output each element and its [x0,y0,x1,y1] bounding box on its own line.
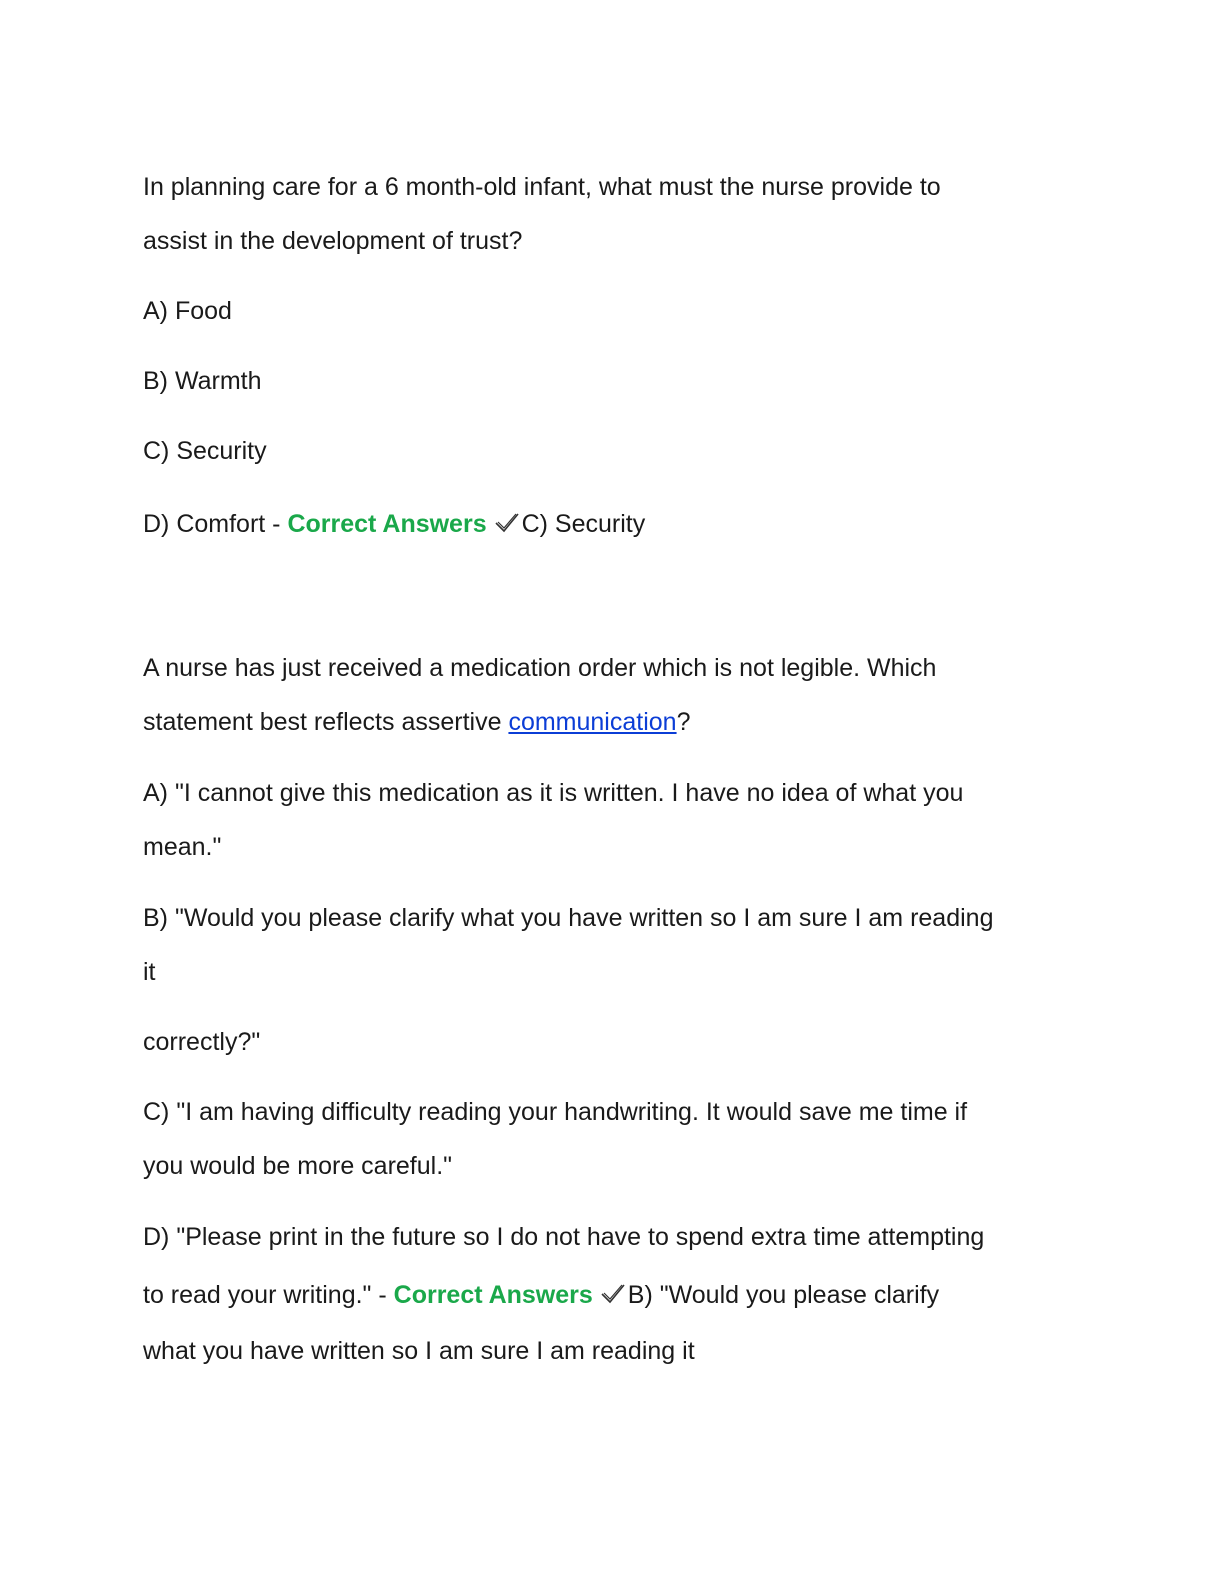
q2-stem-suffix: ? [676,708,691,736]
q1-option-c: C) Security [143,437,267,465]
q1-stem-line2: assist in the development of trust? [143,227,523,255]
q2-stem-line1: A nurse has just received a medication order which is not legible. Which [143,654,937,682]
q1-option-d: D) Comfort - [143,510,288,538]
q1-option-a: A) Food [143,297,232,325]
q2-option-b-line3: correctly?" [143,1028,261,1056]
q2-stem-line2 [143,705,690,739]
q2-answer-label: Correct Answers [393,1281,593,1309]
q2-answer-text: B) "Would you please clarify [627,1281,940,1309]
q2-option-b-line1: B) "Would you please clarify what you have written so I am sure I am reading [143,904,994,932]
q2-option-a-line2: mean." [143,833,222,861]
communication-link[interactable]: communication [508,708,677,736]
q2-answer-line2: what you have written so I am sure I am reading it [143,1337,695,1365]
q2-stem-prefix: statement best reflects assertive [143,708,509,736]
q1-option-d-row [143,507,645,541]
q2-option-b-line2: it [143,958,156,986]
q2-option-a-line1: A) "I cannot give this medication as it is written. I have no idea of what you [143,779,964,807]
q2-option-d-line1: D) "Please print in the future so I do not have to spend extra time attempting [143,1223,985,1251]
q1-answer-label: Correct Answers [287,510,487,538]
checkmark-icon [599,1282,627,1306]
q2-option-d-line2 [143,1278,939,1312]
checkmark-icon [493,511,521,535]
q1-answer-text: C) Security [521,510,646,538]
q2-option-c-line2: you would be more careful." [143,1152,453,1180]
q2-option-d-prefix: to read your writing." - [143,1281,394,1309]
q1-stem-line1: In planning care for a 6 month-old infant, what must the nurse provide to [143,173,941,201]
q2-option-c-line1: C) "I am having difficulty reading your handwriting. It would save me time if [143,1098,968,1126]
q1-option-b: B) Warmth [143,367,262,395]
